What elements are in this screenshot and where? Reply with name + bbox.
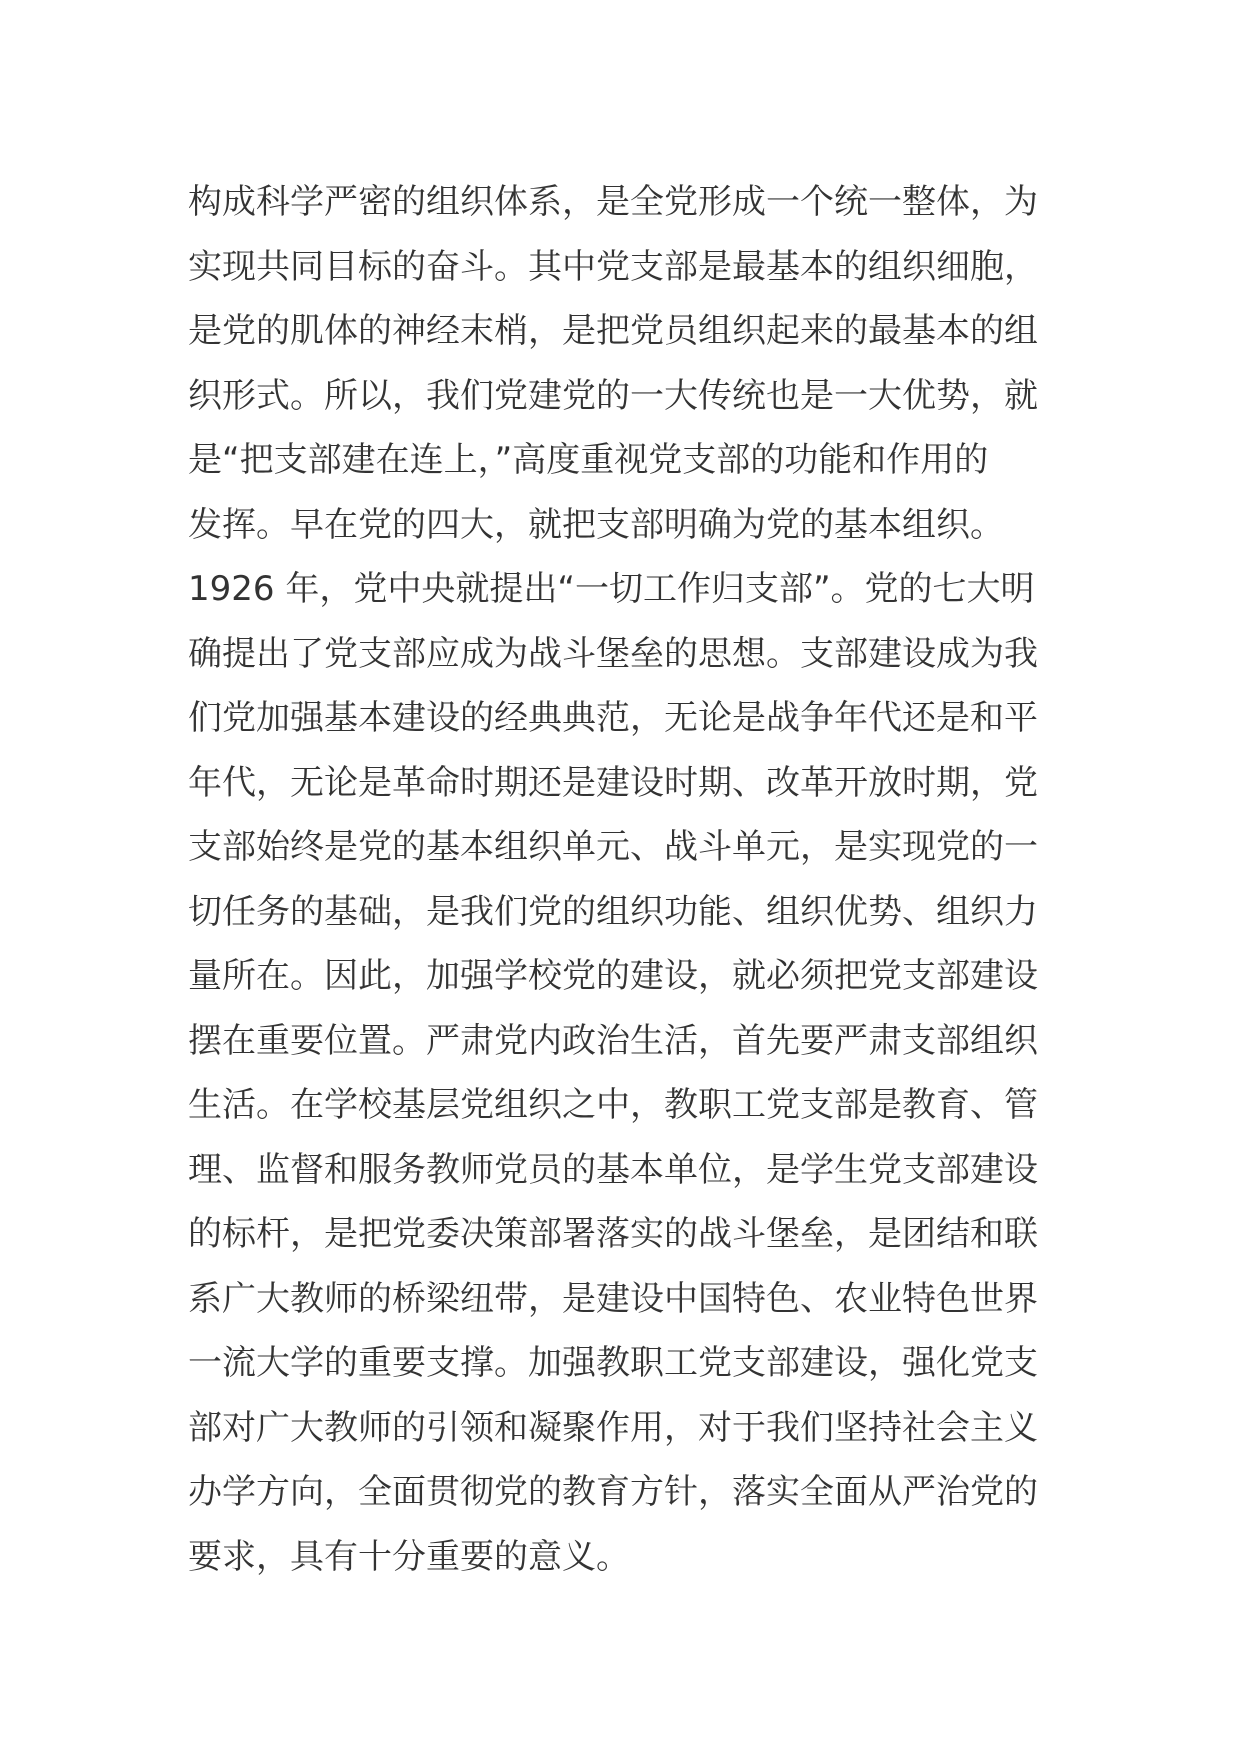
text-line: 系广大教师的桥梁纽带，是建设中国特色、农业特色世界 (188, 1278, 1038, 1319)
text-line: 摆在重要位置。严肃党内政治生活，首先要严肃支部组织 (188, 1020, 1038, 1061)
text-line: 办学方向，全面贯彻党的教育方针，落实全面从严治党的 (188, 1472, 1038, 1512)
text-line: 确提出了党支部应成为战斗堡垒的思想。支部建设成为我 (188, 633, 1038, 674)
text-line: 一流大学的重要支撑。加强教职工党支部建设，强化党支 (188, 1343, 1038, 1383)
text-line: 量所在。因此，加强学校党的建设，就必须把党支部建设 (188, 956, 1038, 996)
text-line: 的标杆，是把党委决策部署落实的战斗堡垒，是团结和联 (188, 1214, 1038, 1254)
text-line: 支部始终是党的基本组织单元、战斗单元，是实现党的一 (188, 827, 1038, 867)
text-line: 切任务的基础，是我们党的组织功能、组织优势、组织力 (188, 891, 1038, 932)
text-line: 们党加强基本建设的经典典范，无论是战争年代还是和平 (188, 698, 1038, 738)
text-line: 实现共同目标的奋斗。其中党支部是最基本的组织细胞， (188, 246, 1038, 287)
text-line: 发挥。早在党的四大，就把支部明确为党的基本组织。 (188, 504, 1004, 545)
text-line: 是党的肌体的神经末梢，是把党员组织起来的最基本的组 (188, 311, 1038, 351)
text-line: 理、监督和服务教师党员的基本单位，是学生党支部建设 (188, 1149, 1038, 1190)
text-line: 年代，无论是革命时期还是建设时期、改革开放时期，党 (188, 762, 1038, 803)
text-line: 是“把支部建在连上，”高度重视党支部的功能和作用的 (188, 440, 989, 480)
text-line: 要求，具有十分重要的意义。 (188, 1536, 630, 1577)
text-line: 1926 年，党中央就提出“一切工作归支部”。党的七大明 (188, 569, 1035, 609)
text-line: 部对广大教师的引领和凝聚作用，对于我们坚持社会主义 (188, 1407, 1038, 1448)
body-paragraph (188, 170, 1088, 1589)
text-line: 生活。在学校基层党组织之中，教职工党支部是教育、管 (188, 1085, 1038, 1125)
text-line: 构成科学严密的组织体系，是全党形成一个统一整体，为 (188, 182, 1038, 222)
text-line: 织形式。所以，我们党建党的一大传统也是一大优势，就 (188, 375, 1038, 416)
